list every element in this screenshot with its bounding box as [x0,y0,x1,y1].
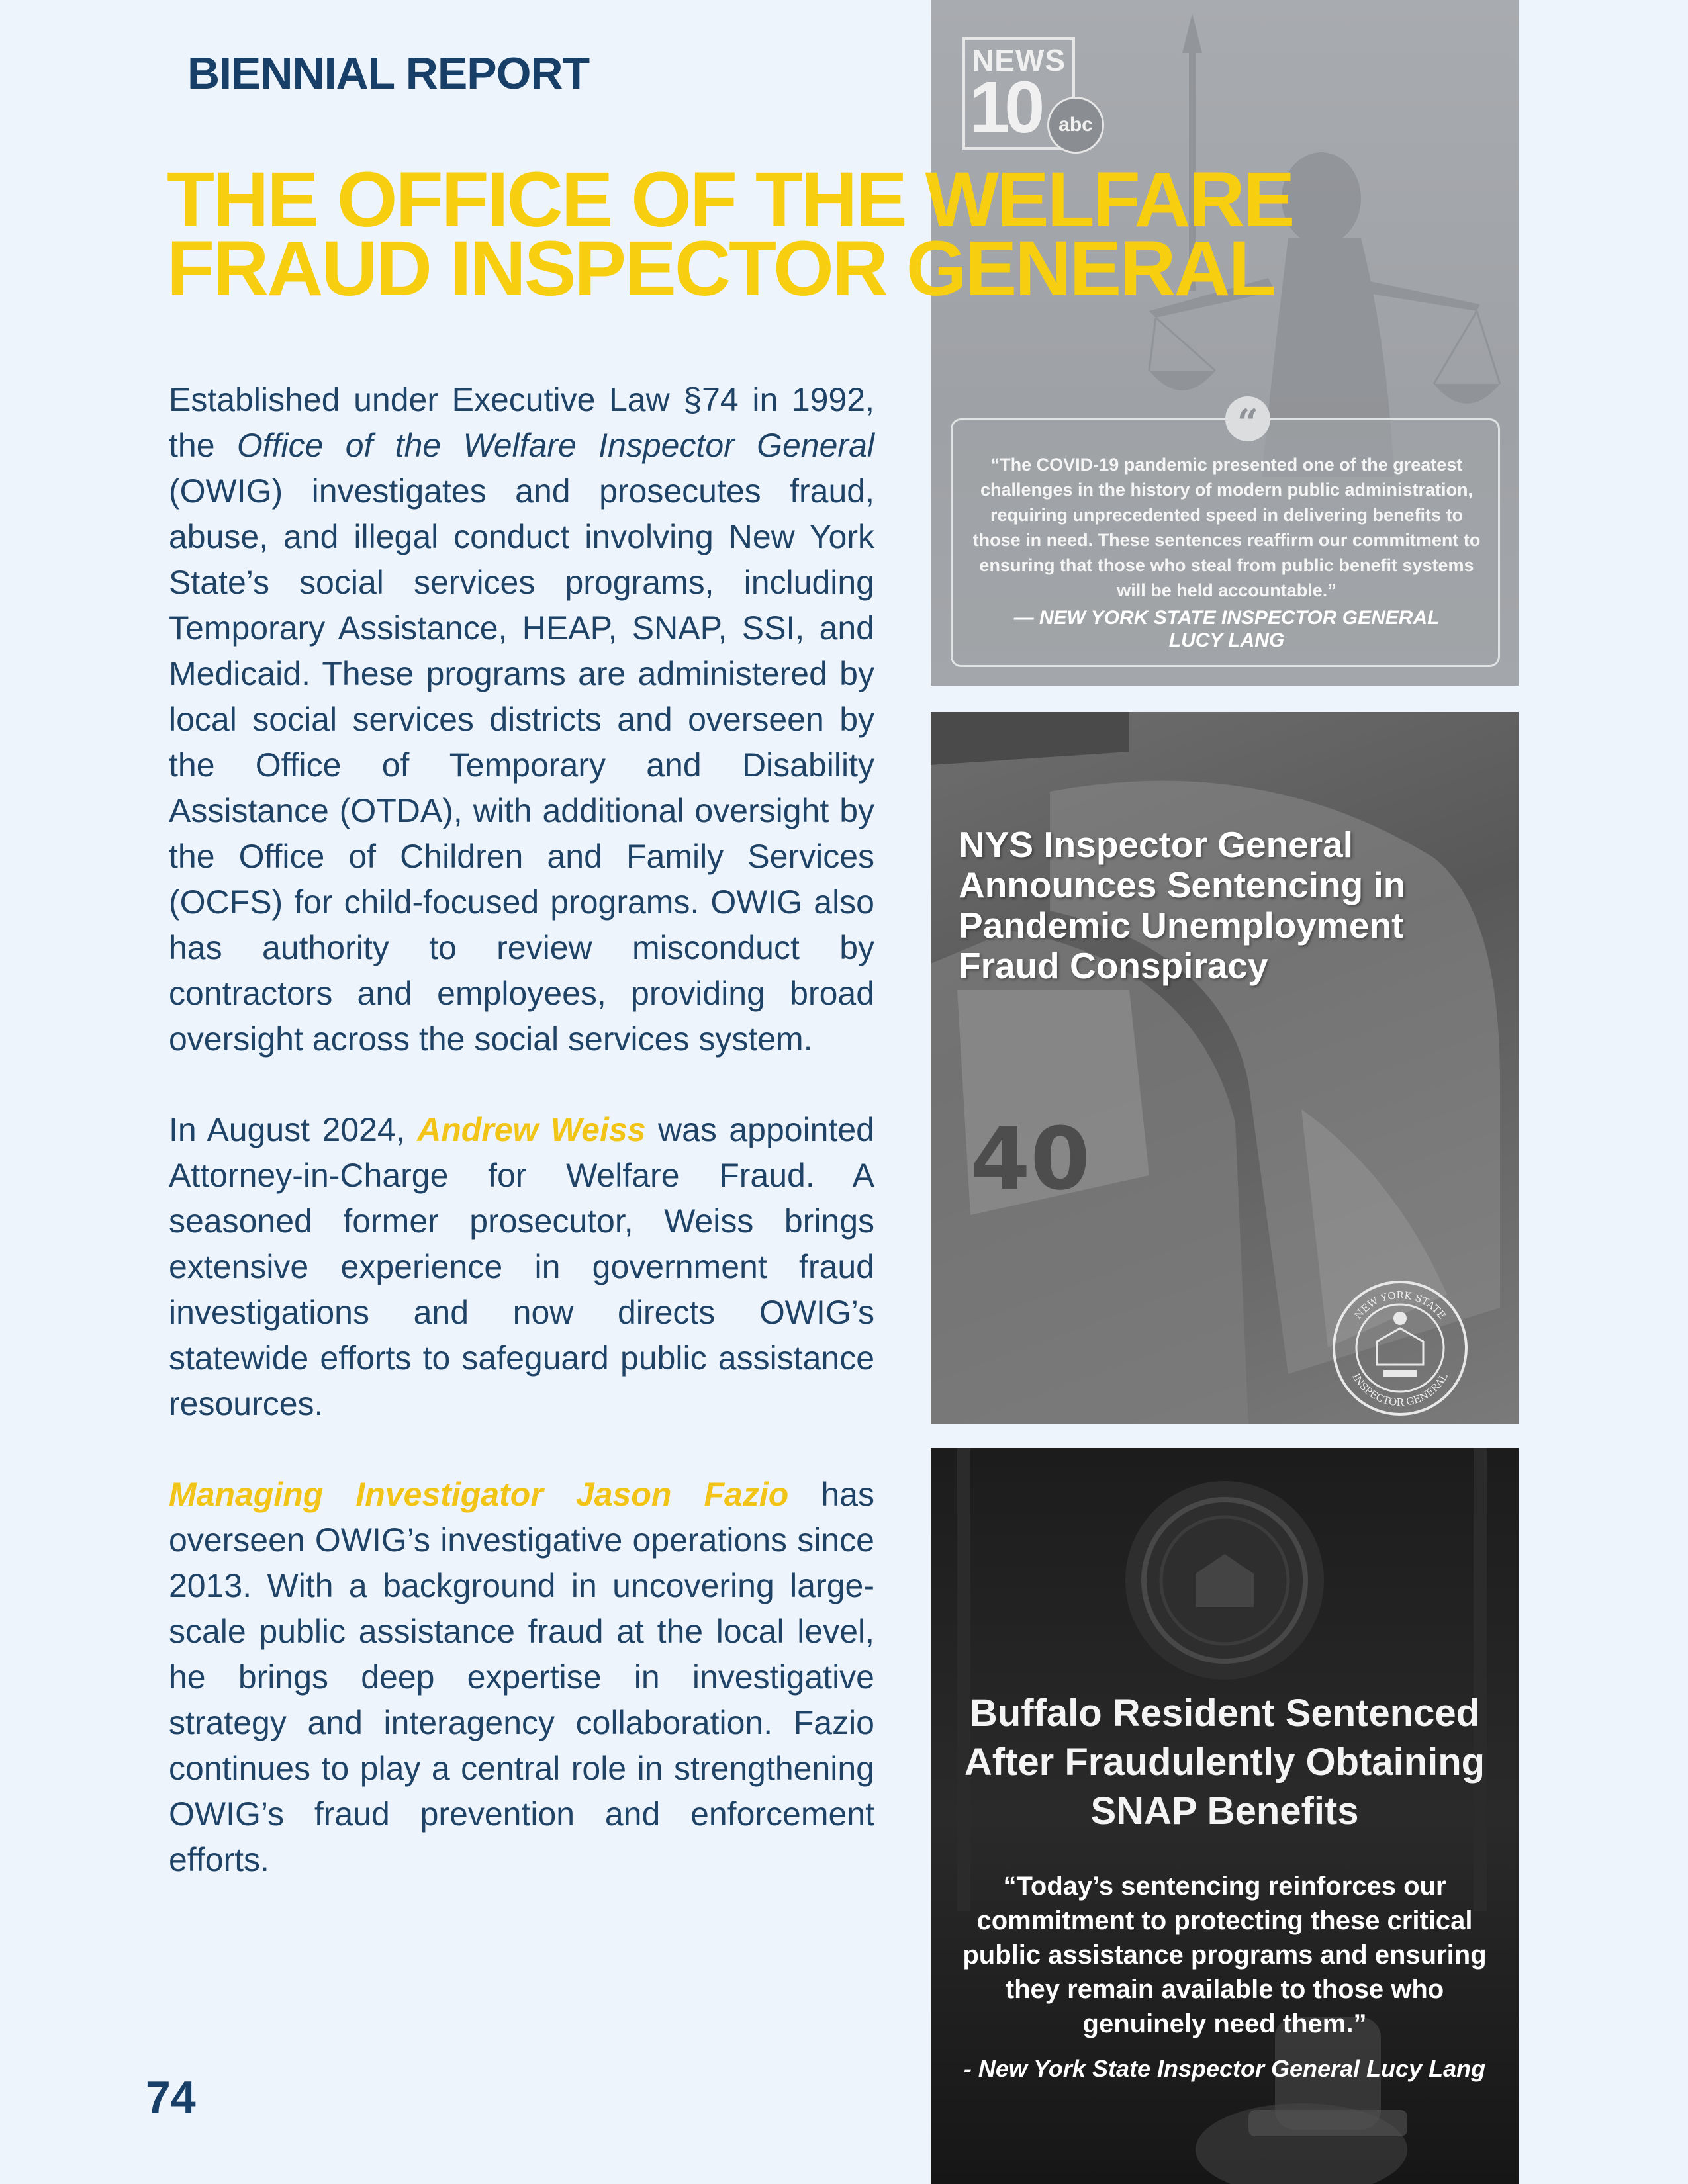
news10-quote-panel [931,0,1519,686]
p1-rest: (OWIG) investigates and prosecutes fraud, abuse, and illegal conduct involving New York State’s social services programs, including Temporary Assistance, HEAP, SNAP, SSI, and Medicaid. These programs are administered by local social services districts and overseen by the Office of Temporary and Disability Assistance (OTDA), with additional oversight by the Office of Children and Family Services (OCFS) for child-focused programs. OWIG also has authority to review misconduct by contractors and employees, providing broad oversight across the social services system. [169,473,874,1058]
pandemic-fraud-panel [931,712,1519,1424]
buffalo-snap-panel [931,1448,1519,2184]
logo-number-text: 10 [969,67,1040,148]
logo-news-text: NEWS [972,43,1066,77]
inspector-general-quote: “The COVID-19 pandemic presented one of the greatest challenges in the history of modern public administration, requiring unprecedented speed in delivering benefits to those in need. These sentences reaffirm our commitment to ensuring that those who steal from public benefit systems will be held accountable.” [972,455,1481,600]
p3-rest: has overseen OWIG’s investigative operations since 2013. With a background in uncovering large-scale public assistance fraud at the local level, he brings deep expertise in investigative strategy and interagency collaboration. Fazio continues to play a central role in strengthening OWIG’s fraud prevention and enforcement efforts. [169,1476,874,1878]
seal-text-bottom: INSPECTOR GENERAL [1350,1371,1450,1409]
attribution-line-2: LUCY LANG [1168,629,1285,651]
page-title [167,156,1358,312]
p2-start: In August 2024, [169,1111,418,1148]
nys-inspector-general-seal-icon [1331,1279,1470,1418]
quote-attribution [968,607,1485,652]
paragraph-andrew-weiss [169,1107,874,1427]
paragraph-owig-overview [169,377,874,1062]
pandemic-fraud-headline: NYS Inspector General Announces Sentencing in Pandemic Unemployment Fraud Conspiracy [959,824,1406,986]
abc-logo-icon: abc [1047,97,1104,154]
report-header: BIENNIAL REPORT [187,48,590,99]
andrew-weiss-name: Andrew Weiss [417,1111,646,1148]
paragraph-jason-fazio [169,1472,874,1883]
p1-start: Established under Executive Law §74 in 1992, the [169,381,874,464]
jason-fazio-name: Managing Investigator Jason Fazio [169,1476,789,1513]
buffalo-snap-headline: Buffalo Resident Sentenced After Fraudulently Obtaining SNAP Benefits [964,1692,1485,1833]
body-text [169,377,874,1928]
quote-box [951,401,1500,667]
page-number: 74 [146,2072,196,2122]
p2-rest: was appointed Attorney-in-Charge for Welfare Fraud. A seasoned former prosecutor, Weiss brings extensive experience in government fraud investigations and now directs OWIG’s statewide efforts to safeguard public assistance resources. [169,1111,874,1422]
office-name-italic: Office of the Welfare Inspector General [236,427,874,464]
sentencing-quote-attribution: - New York State Inspector General Lucy Lang [963,2055,1486,2082]
bill-denomination-text: 40 [970,1109,1090,1209]
quote-mark-icon: “ [1225,396,1270,441]
title-line-1: THE OFFICE OF THE WELFARE [167,156,1293,244]
sentencing-quote: “Today’s sentencing reinforces our commitment to protecting these critical public assistance programs and ensuring they remain available to those who genuinely need them.” [962,1872,1487,2038]
attribution-line-1: — NEW YORK STATE INSPECTOR GENERAL [1013,607,1440,629]
title-line-2: FRAUD INSPECTOR GENERAL [167,225,1274,312]
seal-text-top: NEW YORK STATE [1352,1289,1448,1322]
